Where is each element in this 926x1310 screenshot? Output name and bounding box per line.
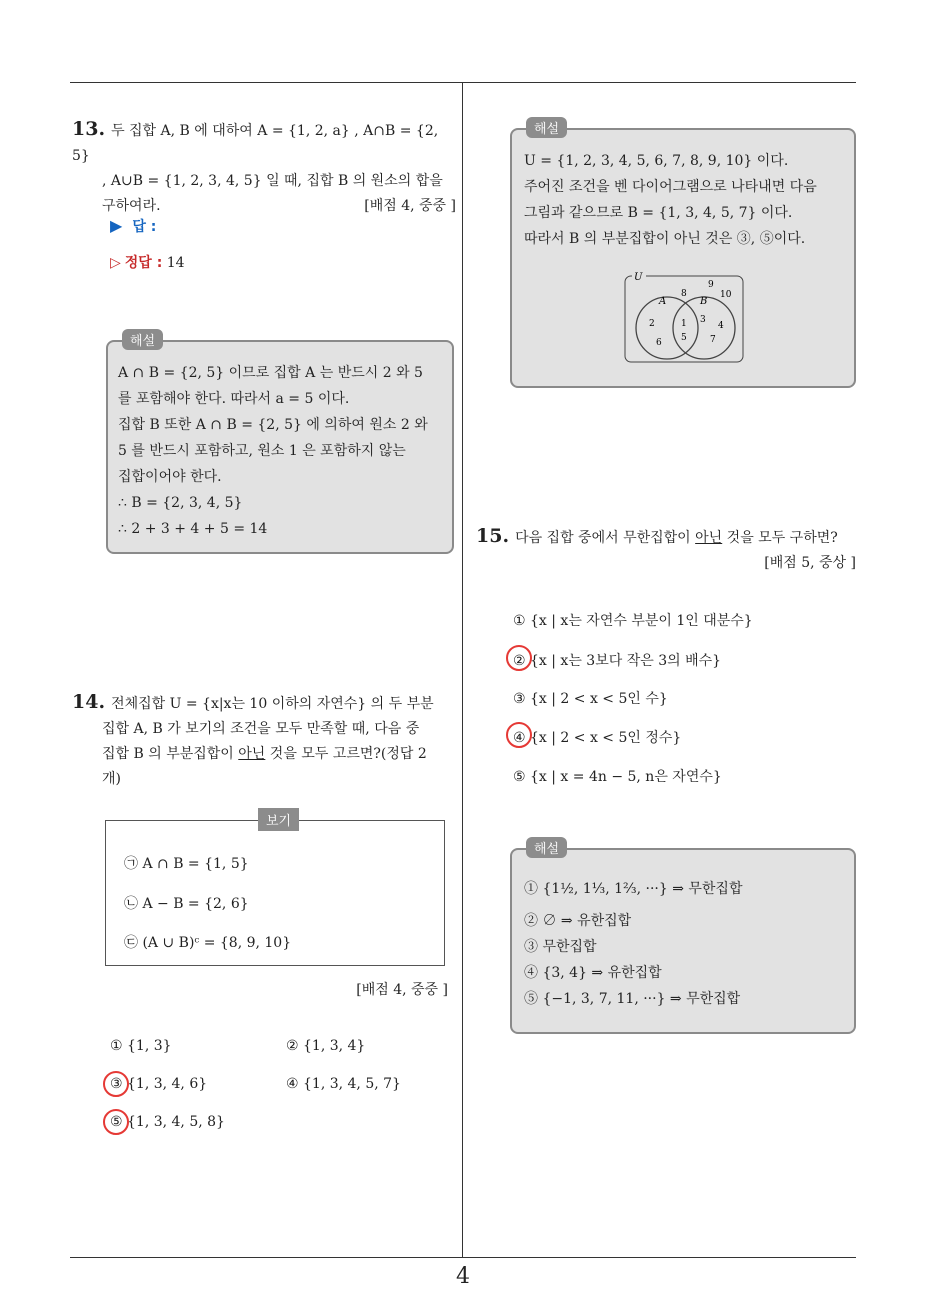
selected-circle-icon <box>103 1071 129 1097</box>
answer-label: 답 : <box>132 219 157 235</box>
venn-value: 9 <box>708 280 714 290</box>
bogi-item: ㉠ A ∩ B = {1, 5} <box>124 856 249 872</box>
option-4[interactable]: ④ {1, 3, 4, 5, 7} <box>286 1076 401 1092</box>
bogi-item: ㉢ (A ∪ B)ᶜ = {8, 9, 10} <box>124 935 292 951</box>
venn-u-label: U <box>634 272 643 283</box>
correct-value: 14 <box>166 255 185 271</box>
question-13 <box>72 117 456 219</box>
bogi-tag: 보기 <box>258 808 299 831</box>
venn-value: 3 <box>700 315 706 325</box>
option-text: ④ {x | 2 < x < 5인 정수} <box>513 730 682 746</box>
explanation-line: ∴ B = {2, 3, 4, 5} <box>118 495 243 511</box>
venn-value: 4 <box>718 321 724 331</box>
question-text: 두 집합 A, B 에 대하여 A = {1, 2, a} , A∩B = {2, 5} <box>72 123 439 164</box>
explanation-line: ② ∅ ⇒ 유한집합 <box>524 913 632 929</box>
explanation-line: 그림과 같으므로 B = {1, 3, 4, 5, 7} 이다. <box>524 205 793 221</box>
option-text: ② {x | x는 3보다 작은 3의 배수} <box>513 653 722 669</box>
answer-line <box>110 216 156 236</box>
correct-answer-line <box>110 252 185 272</box>
venn-value: 10 <box>720 290 732 300</box>
bogi-box <box>105 814 445 966</box>
bogi-item: ㉡ A − B = {2, 6} <box>124 896 249 912</box>
explanation-line: ④ {3, 4} ⇒ 유한집합 <box>524 965 662 981</box>
option-text: ⑤ {1, 3, 4, 5, 8} <box>110 1114 225 1130</box>
explanation-line: ⑤ {−1, 3, 7, 11, ···} ⇒ 무한집합 <box>524 991 741 1007</box>
option-text: ③ {1, 3, 4, 6} <box>110 1076 208 1092</box>
explanation-tag: 해설 <box>526 837 567 858</box>
venn-diagram <box>622 270 748 364</box>
explanation-line: A ∩ B = {2, 5} 이므로 집합 A 는 반드시 2 와 5 <box>118 365 423 381</box>
venn-value: 1 <box>681 319 687 329</box>
top-rule <box>70 82 856 83</box>
column-divider <box>462 83 463 1257</box>
question-number: 14. <box>72 691 106 713</box>
selected-circle-icon <box>506 722 532 748</box>
underlined-word: 아닌 <box>238 746 266 762</box>
option-3[interactable] <box>110 1076 207 1092</box>
question-text: 구하여라. <box>102 198 161 214</box>
question-text: 집합 A, B 가 보기의 조건을 모두 만족할 때, 다음 중 <box>102 721 420 737</box>
question-text: 다음 집합 중에서 무한집합이 <box>515 530 696 546</box>
question-text: 개) <box>102 771 121 787</box>
option-2[interactable] <box>513 650 721 670</box>
venn-b-label: B <box>700 296 708 307</box>
underlined-word: 아닌 <box>695 530 723 546</box>
option-1[interactable]: ① {x | x는 자연수 부분이 1인 대분수} <box>513 613 753 629</box>
explanation-line: ③ 무한집합 <box>524 939 597 955</box>
option-3[interactable]: ③ {x | 2 < x < 5인 수} <box>513 691 668 707</box>
explanation-box-15 <box>510 842 856 1034</box>
explanation-line: 집합이어야 한다. <box>118 469 222 485</box>
question-text: 전체집합 U = {x|x는 10 이하의 자연수} 의 두 부분 <box>111 696 434 712</box>
score-label: [배점 5, 중상 ] <box>764 555 856 571</box>
explanation-box-14 <box>510 122 856 388</box>
question-text: 집합 B 의 부분집합이 <box>102 746 239 762</box>
option-5[interactable]: ⑤ {x | x = 4n − 5, n은 자연수} <box>513 769 722 785</box>
outline-play-icon: ▷ <box>110 255 121 271</box>
venn-a-label: A <box>659 296 667 307</box>
option-1[interactable]: ① {1, 3} <box>110 1038 172 1054</box>
question-number: 15. <box>476 525 510 547</box>
venn-value: 2 <box>649 319 655 329</box>
option-2[interactable]: ② {1, 3, 4} <box>286 1038 366 1054</box>
option-5[interactable] <box>110 1114 225 1130</box>
play-icon: ▶ <box>110 216 123 235</box>
explanation-line: 를 포함해야 한다. 따라서 a = 5 이다. <box>118 391 350 407</box>
question-text: 것을 모두 고르면?(정답 2 <box>265 746 427 762</box>
score-label: [배점 4, 중중 ] <box>364 198 456 214</box>
explanation-tag: 해설 <box>122 329 163 350</box>
bottom-rule <box>70 1257 856 1258</box>
explanation-line: 주어진 조건을 벤 다이어그램으로 나타내면 다음 <box>524 179 817 195</box>
selected-circle-icon <box>103 1109 129 1135</box>
question-number: 13. <box>72 118 106 140</box>
explanation-line: 집합 B 또한 A ∩ B = {2, 5} 에 의하여 원소 2 와 <box>118 417 428 433</box>
explanation-line: 5 를 반드시 포함하고, 원소 1 은 포함하지 않는 <box>118 443 406 459</box>
explanation-line: U = {1, 2, 3, 4, 5, 6, 7, 8, 9, 10} 이다. <box>524 153 789 169</box>
venn-value: 8 <box>681 289 687 299</box>
correct-label: 정답 : <box>124 255 163 271</box>
explanation-box-13 <box>106 334 454 554</box>
explanation-line: ① {1½, 1⅓, 1⅔, ···} ⇒ 무한집합 <box>524 881 743 897</box>
explanation-line: ∴ 2 + 3 + 4 + 5 = 14 <box>118 521 268 537</box>
venn-value: 6 <box>656 338 662 348</box>
explanation-line: 따라서 B 의 부분집합이 아닌 것은 ③, ⑤이다. <box>524 231 806 247</box>
question-15 <box>476 524 856 576</box>
option-4[interactable] <box>513 727 681 747</box>
venn-value: 7 <box>710 335 716 345</box>
score-label: [배점 4, 중중 ] <box>356 982 448 998</box>
venn-value: 5 <box>681 333 687 343</box>
question-14 <box>72 690 456 792</box>
question-text: , A∪B = {1, 2, 3, 4, 5} 일 때, 집합 B 의 원소의 합을 <box>102 173 443 189</box>
selected-circle-icon <box>506 645 532 671</box>
explanation-tag: 해설 <box>526 117 567 138</box>
question-text: 것을 모두 구하면? <box>722 530 838 546</box>
page-number: 4 <box>456 1264 470 1289</box>
